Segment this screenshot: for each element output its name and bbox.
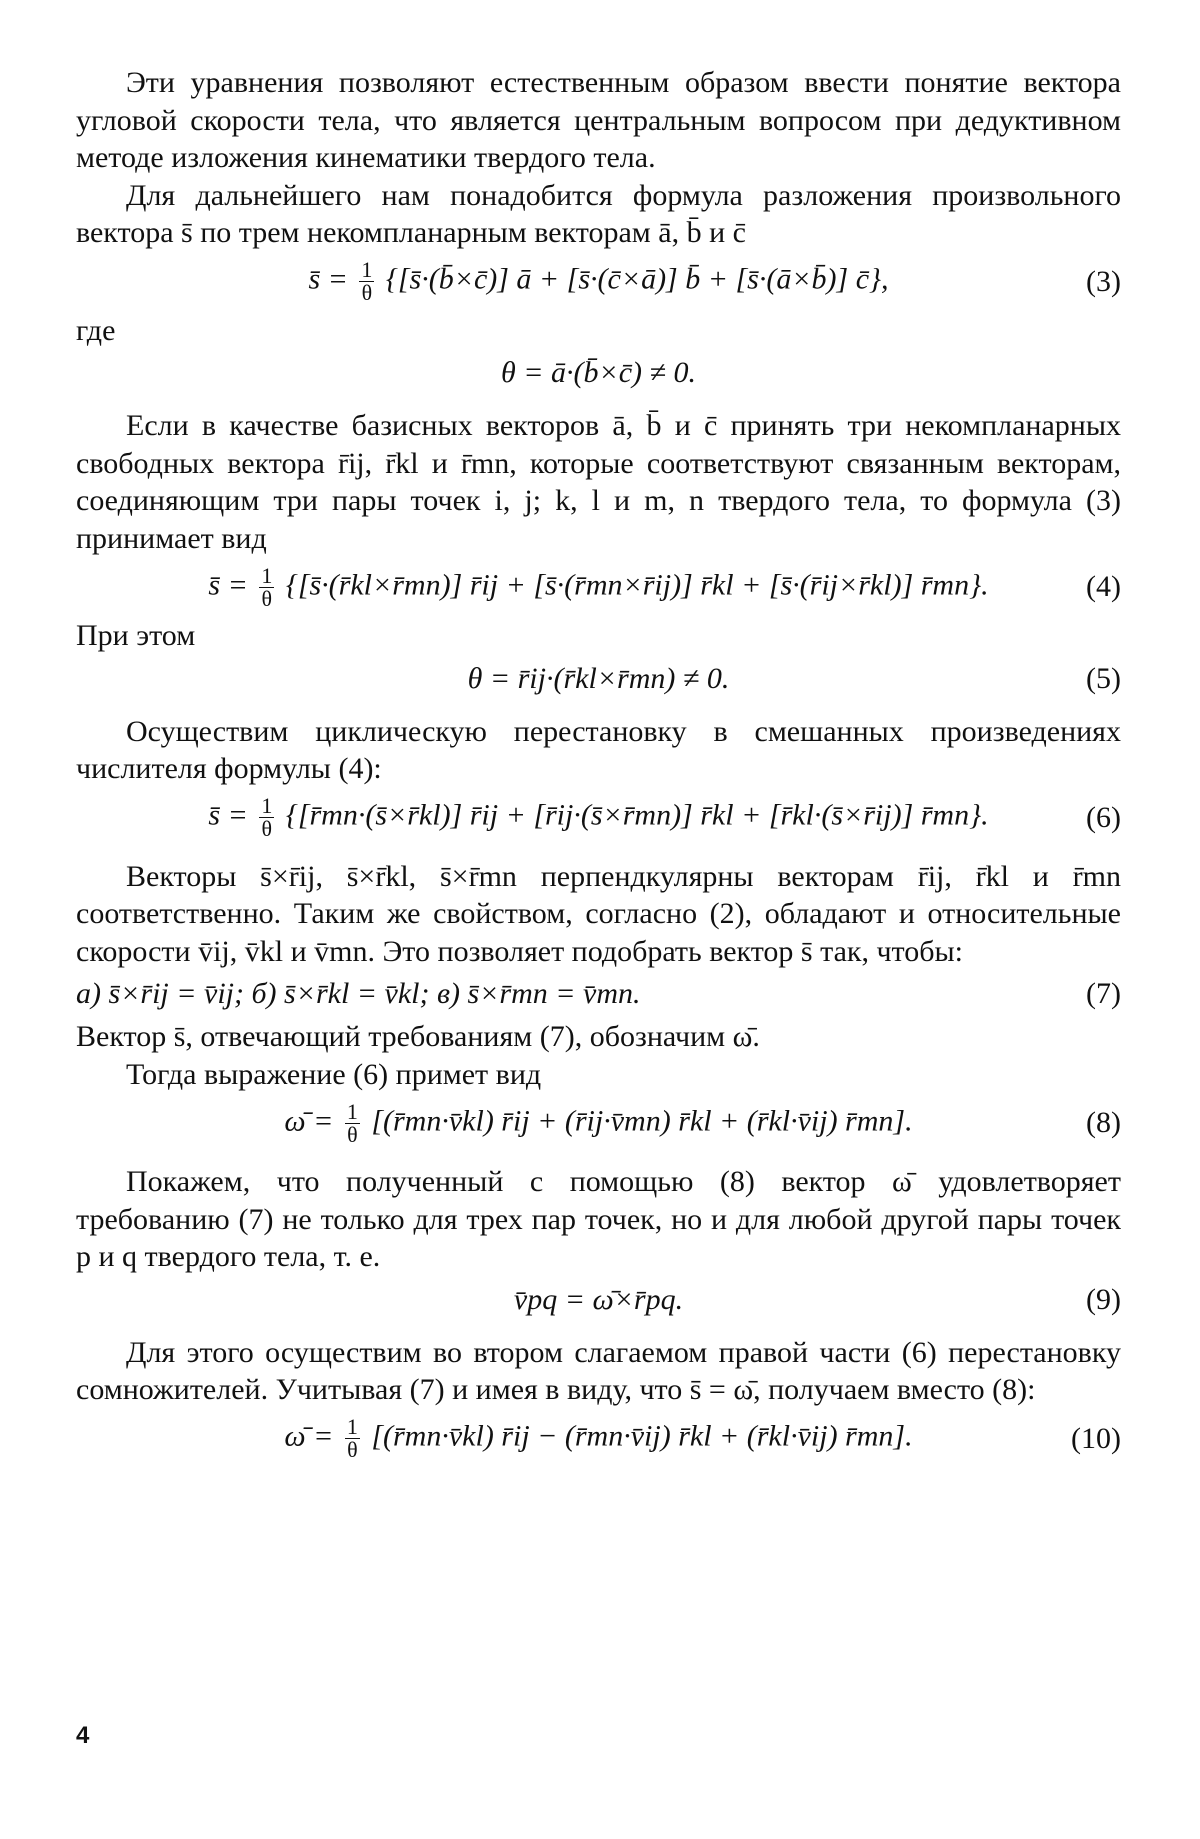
eq10-rhs: [(r̄mn·v̄kl) r̄ij − (r̄mn·v̄ij) r̄kl + (r̄kl·v̄ij) r̄mn].	[371, 1419, 913, 1453]
page-body	[76, 64, 1121, 1469]
eq8-label: (8)	[1086, 1106, 1121, 1139]
eq9-label: (9)	[1086, 1282, 1121, 1316]
equation-6	[76, 788, 1121, 848]
eq3-num: 1	[361, 257, 373, 282]
eq4-label: (4)	[1086, 570, 1121, 603]
equation-10	[76, 1409, 1121, 1469]
eq4-den: θ	[261, 585, 273, 611]
eq6-fraction	[259, 795, 274, 840]
paragraph-1: Эти уравнения позволяют естественным образом ввести понятие вектора угловой скорости тела, что является центральным вопросом при дедуктивном методе изложения кинематики твердого тела.	[76, 66, 1121, 174]
eq8-rhs: [(r̄mn·v̄kl) r̄ij + (r̄ij·v̄mn) r̄kl + (r̄kl·v̄ij) r̄mn].	[371, 1103, 913, 1137]
eq10-lhs: ω̄ =	[284, 1419, 334, 1453]
eq6-rhs: {[r̄mn·(s̄×r̄kl)] r̄ij + [r̄ij·(s̄×r̄mn)] r̄kl + [r̄kl·(s̄×r̄ij)] r̄mn}.	[285, 798, 989, 832]
eq6-den: θ	[261, 816, 273, 841]
eq7-text: а) s̄×r̄ij = v̄ij; б) s̄×r̄kl = v̄kl; в) s̄×r̄mn = v̄mn.	[76, 977, 641, 1010]
paragraph-7: Вектор s̄, отвечающий требованиям (7), обозначим ω̄.	[76, 1020, 760, 1053]
paragraph-10: Для этого осуществим во втором слагаемом правой части (6) перестановку сомножителей. Учитывая (7) и имея в виду, что s̄ = ω̄, получаем вместо (8):	[76, 1335, 1121, 1406]
equation-4	[76, 557, 1121, 617]
paragraph-4: При этом	[76, 619, 196, 652]
eq8-fraction	[345, 1098, 360, 1147]
eq9-text: v̄pq = ω̄×r̄pq.	[513, 1282, 684, 1316]
eq5-label: (5)	[1086, 661, 1121, 695]
paragraph-2: Для дальнейшего нам понадобится формула разложения произвольного вектора s̄ по трем некомпланарным векторам ā, b̄ и c̄	[76, 178, 1121, 249]
page-number: 4	[76, 1722, 90, 1749]
eq6-lhs: s̄ =	[208, 798, 248, 832]
paragraph-9: Покажем, что полученный с помощью (8) вектор ω̄ удовлетворяет требованию (7) не только для трех пар точек, но и для любой другой пары точек p и q твердого тела, т. е.	[76, 1165, 1121, 1273]
eq3-fraction	[359, 259, 374, 304]
eq3-den: θ	[361, 280, 373, 305]
theta-def: θ = ā·(b̄×c̄) ≠ 0.	[501, 356, 696, 389]
paragraph-6: Векторы s̄×r̄ij, s̄×r̄kl, s̄×r̄mn перпендкулярны векторам r̄ij, r̄kl и r̄mn соответственно. Таким же свойством, согласно (2), обладают и относительные скорости v̄ij, v̄kl и v̄mn. Это позволяет подобрать вектор s̄ так, чтобы:	[76, 859, 1121, 968]
eq10-label: (10)	[1071, 1421, 1121, 1455]
eq4-lhs: s̄ =	[208, 567, 248, 601]
eq10-num: 1	[346, 1414, 358, 1439]
eq3-rhs: {[s̄·(b̄×c̄)] ā + [s̄·(c̄×ā)] b̄ + [s̄·(ā×b̄)] c̄},	[385, 262, 889, 296]
equation-3	[76, 252, 1121, 312]
eq4-num: 1	[261, 562, 273, 588]
eq10-den: θ	[347, 1437, 358, 1462]
eq8-den: θ	[347, 1121, 358, 1147]
eq3-label: (3)	[1086, 264, 1121, 298]
equation-9	[76, 1276, 1121, 1324]
equation-7	[76, 970, 1121, 1018]
eq6-num: 1	[261, 793, 273, 818]
paragraph-5: Осуществим циклическую перестановку в смешанных произведениях числителя формулы (4):	[76, 714, 1121, 785]
paragraph-8: Тогда выражение (6) примет вид	[126, 1057, 542, 1091]
eq6-label: (6)	[1086, 800, 1121, 834]
equation-8	[76, 1093, 1121, 1153]
equation-5	[76, 655, 1121, 703]
where-label: где	[76, 313, 116, 347]
eq3-lhs: s̄ =	[308, 262, 348, 296]
eq10-fraction	[345, 1416, 360, 1461]
eq7-label: (7)	[1086, 977, 1121, 1010]
eq8-lhs: ω̄ =	[284, 1103, 334, 1137]
eq5-text: θ = r̄ij·(r̄kl×r̄mn) ≠ 0.	[467, 661, 730, 695]
eq8-num: 1	[346, 1098, 358, 1124]
equation-theta	[76, 349, 1121, 397]
eq4-rhs: {[s̄·(r̄kl×r̄mn)] r̄ij + [s̄·(r̄mn×r̄ij)] r̄kl + [s̄·(r̄ij×r̄kl)] r̄mn}.	[285, 567, 989, 601]
paragraph-3: Если в качестве базисных векторов ā, b̄ и c̄ принять три некомпланарных свободных вектора r̄ij, r̄kl и r̄mn, которые соответствуют связанным векторам, соединяющим три пары точек i, j; k, l и m, n твердого тела, то формула (3) принимает вид	[76, 409, 1121, 555]
eq4-fraction	[259, 562, 274, 611]
